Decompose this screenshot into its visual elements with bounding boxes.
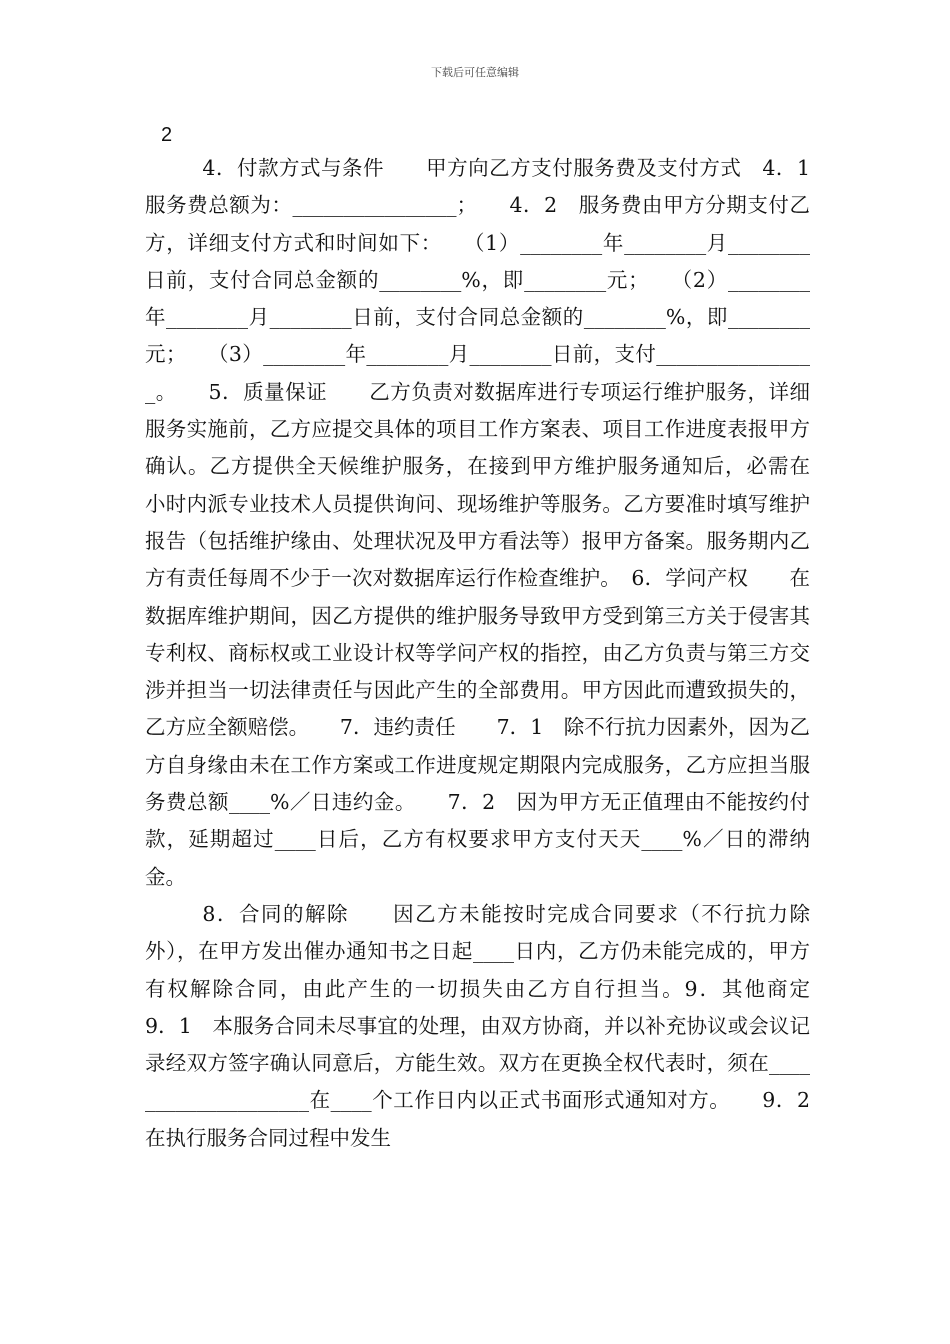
page-number: 2 [161,124,173,146]
contract-body [145,150,851,1157]
page-header: 下载后可任意编辑 [431,66,519,79]
paragraph-termination-and-other: 8．合同的解除 因乙方未能按时完成合同要求（不行抗力除外），在甲方发出催办通知书之日起____日内，乙方仍未能完成的，甲方有权解除合同，由此产生的一切损失由乙方自行担当。9．其他商定 9．1 本服务合同未尽事宜的处理，由双方协商，并以补充协议或会议记录经双方签字确认同意后，方能生效。双方在更换全权代表时，须在____________________在____个工作日内以正式书面形式通知对方。 9．2 在执行服务合同过程中发生 [145,901,851,1150]
paragraph-payment-terms: 4．付款方式与条件 甲方向乙方支付服务费及支付方式 4．1 服务费总额为：________________； 4．2 服务费由甲方分期支付乙方，详细支付方式和时间如下： （1）________年________月________日前，支付合同总金额的________%，即________元； （2）________年________月________日前，支付合同总金额的________%，即________元； （3）________年________月________日前，支付________________。 5．质量保证 乙方负责对数据库进行专项运行维护服务，详细服务实施前，乙方应提交具体的项目工作方案表、项目工作进度表报甲方确认。乙方提供全天候维护服务，在接到甲方维护服务通知后，必需在 小时内派专业技术人员提供询问、现场维护等服务。乙方要准时填写维护报告（包括维护缘由、处理状况及甲方看法等）报甲方备案。服务期内乙方有责任每周不少于一次对数据库运行作检查维护。 6．学问产权 在数据库维护期间，因乙方提供的维护服务导致甲方受到第三方关于侵害其专利权、商标权或工业设计权等学问产权的指控，由乙方负责与第三方交涉并担当一切法律责任与因此产生的全部费用。甲方因此而遭致损失的，乙方应全额赔偿。 7．违约责任 7．1 除不行抗力因素外，因为乙方自身缘由未在工作方案或工作进度规定期限内完成服务，乙方应担当服务费总额____%／日违约金。 7．2 因为甲方无正值理由不能按约付款，延期超过____日后，乙方有权要求甲方支付天天____%／日的滞纳金。 [145,156,831,889]
